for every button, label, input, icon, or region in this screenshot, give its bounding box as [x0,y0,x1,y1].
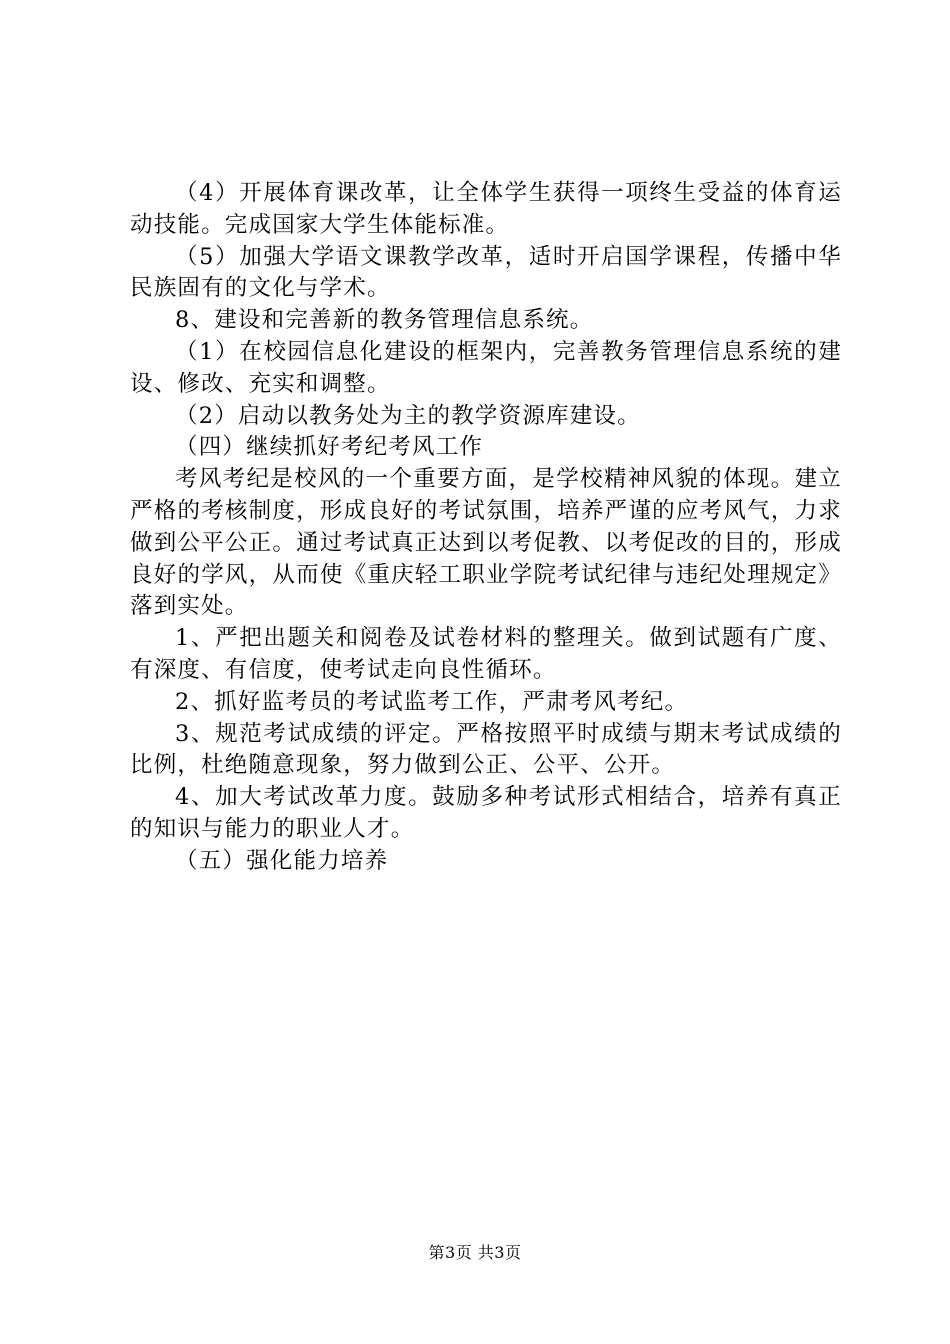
paragraph-item-2-resource-library: （2）启动以教务处为主的教学资源库建设。 [175,402,641,429]
paragraph-item-4-pe-reform: （4）开展体育课改革，让全体学生获得一项终生受益的体育运动技能。完成国家大学生体能标准。 [130,180,842,238]
paragraph-point-4-exam-reform: 4、加大考试改革力度。鼓励多种考试形式相结合，培养有真正的知识与能力的职业人才。 [130,784,842,842]
paragraph-item-1-campus-info: （1）在校园信息化建设的框架内，完善教务管理信息系统的建设、修改、充实和调整。 [130,338,842,397]
paragraph-item-5-chinese-reform: （5）加强大学语文课教学改革，适时开启国学课程，传播中华民族固有的文化与学术。 [130,243,842,302]
document-body [130,178,842,878]
paragraph-exam-discipline-intro: 考风考纪是校风的一个重要方面，是学校精神风貌的体现。建立严格的考核制度，形成良好的考试氛围，培养严谨的应考风气，力求做到公平公正。通过考试真正达到以考促教、以考促改的目的，形成良好的学风，从而使《重庆轻工职业学院考试纪律与违纪处理规定》落到实处。 [130,466,842,620]
paragraph-point-3-grading: 3、规范考试成绩的评定。严格按照平时成绩与期末考试成绩的比例，杜绝随意现象，努力做到公正、公平、公开。 [130,720,842,779]
section-heading-exam-discipline: （四）继续抓好考纪考风工作 [175,434,484,461]
section-heading-ability-training: （五）强化能力培养 [175,847,389,874]
paragraph-point-1-exam-questions: 1、严把出题关和阅卷及试卷材料的整理关。做到试题有广度、有深度、有信度，使考试走向良性循环。 [130,625,842,683]
paragraph-section-8-info-system: 8、建设和完善新的教务管理信息系统。 [175,307,594,334]
page-number-footer: 第3页 共3页 [428,1243,522,1262]
paragraph-point-2-invigilation: 2、抓好监考员的考试监考工作，严肃考风考纪。 [175,688,689,715]
